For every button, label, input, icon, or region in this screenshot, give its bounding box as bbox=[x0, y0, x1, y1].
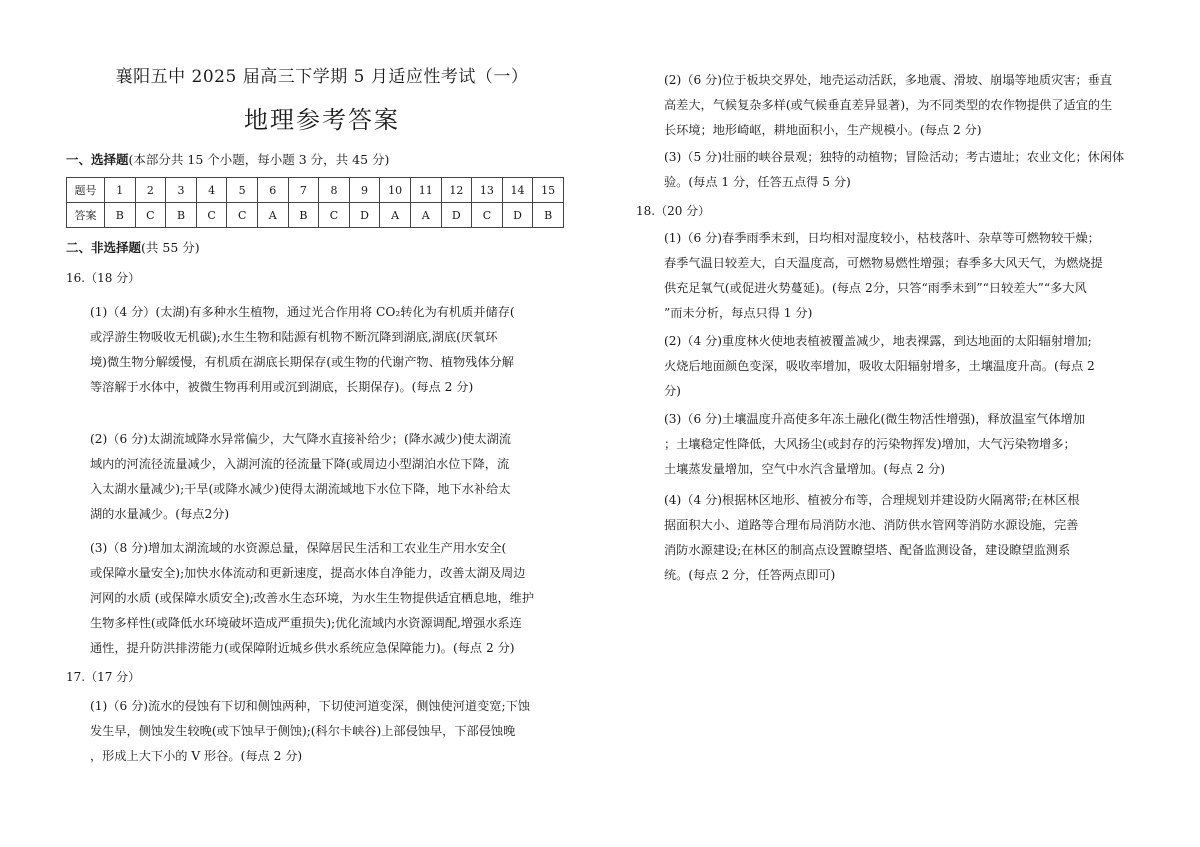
text-line: 通性，提升防洪排涝能力(或保障附近城乡供水系统应急保障能力)。(每点 2 分) bbox=[90, 641, 515, 655]
table-answer-cell: C bbox=[472, 203, 503, 228]
text-line: 验。(每点 1 分，任答五点得 5 分) bbox=[664, 175, 851, 189]
table-answer-cell: B bbox=[166, 203, 197, 228]
text-line: 火烧后地面颜色变深，吸收率增加，吸收太阳辐射增多，土壤温度升高。(每点 2 bbox=[664, 359, 1095, 373]
table-number-cell: 3 bbox=[166, 178, 197, 203]
table-number-cell: 9 bbox=[349, 178, 380, 203]
section1-note: (本部分共 15 个小题，每小题 3 分，共 45 分) bbox=[128, 152, 390, 167]
table-number-cell: 10 bbox=[380, 178, 411, 203]
table-answer-cell: A bbox=[380, 203, 411, 228]
table-number-cell: 6 bbox=[257, 178, 288, 203]
table-number-cell: 11 bbox=[410, 178, 441, 203]
table-answer-cell: C bbox=[319, 203, 350, 228]
text-line: 土壤蒸发量增加，空气中水汽含量增加。(每点 2 分) bbox=[664, 462, 945, 476]
text-line: (3)（5 分)壮丽的峡谷景观；独特的动植物；冒险活动；考古遗址；农业文化；休闲体 bbox=[664, 150, 1125, 164]
text-line: (2)（4 分)重度林火使地表植被覆盖减少，地表裸露，到达地面的太阳辐射增加; bbox=[664, 334, 1092, 348]
section2-heading: 二、非选择题 bbox=[66, 240, 142, 255]
text-line: (4)（4 分)根据林区地形、植被分布等，合理规划并建设防火隔离带;在林区根 bbox=[664, 493, 1080, 507]
text-line: 或浮游生物吸收无机碳);水生生物和陆源有机物不断沉降到湖底,湖底(厌氧环 bbox=[90, 330, 498, 344]
text-line: (3)（6 分)土壤温度升高使多年冻土融化(微生物活性增强)，释放温室气体增加 bbox=[664, 412, 1085, 426]
text-line: (1)（4 分）(太湖)有多种水生植物，通过光合作用将 CO₂转化为有机质并储存( bbox=[90, 305, 515, 319]
text-line: 入太湖水量减少);干旱(或降水减少)使得太湖流域地下水位下降，地下水补给太 bbox=[90, 482, 511, 496]
section2-note: (共 55 分) bbox=[141, 240, 200, 255]
text-line: (2)（6 分)太湖流域降水异常偏少，大气降水直接补给少；(降水减少)使太湖流 bbox=[90, 432, 511, 446]
table-label-number: 题号 bbox=[67, 178, 105, 203]
table-answer-cell: D bbox=[441, 203, 472, 228]
table-number-cell: 1 bbox=[105, 178, 136, 203]
text-line: 消防水源建设;在林区的制高点设置瞭望塔、配备监测设备，建设瞭望监测系 bbox=[664, 543, 1071, 557]
table-answer-cell: D bbox=[349, 203, 380, 228]
q16-heading: 16.（18 分） bbox=[66, 271, 141, 285]
text-line: ，形成上大下小的 V 形谷。(每点 2 分) bbox=[90, 749, 303, 763]
table-answer-cell: A bbox=[410, 203, 441, 228]
section2-heading-line bbox=[66, 238, 200, 258]
answer-table bbox=[66, 177, 564, 228]
q17-part3 bbox=[664, 145, 1124, 195]
text-line: 供充足氧气(或促进火势蔓延)。(每点 2分，只答“雨季未到”“日较差大”“多大风 bbox=[664, 281, 1087, 295]
text-line: 高差大，气候复杂多样(或气候垂直差异显著)，为不同类型的农作物提供了适宜的生 bbox=[664, 98, 1113, 112]
q17-part2 bbox=[664, 68, 1112, 143]
table-number-cell: 2 bbox=[135, 178, 166, 203]
table-number-cell: 4 bbox=[196, 178, 227, 203]
q18-part3 bbox=[664, 407, 1085, 482]
table-answer-cell: A bbox=[257, 203, 288, 228]
table-answer-cell: C bbox=[135, 203, 166, 228]
text-line: 境)微生物分解缓慢，有机质在湖底长期保存(或生物的代谢产物、植物残体分解 bbox=[90, 355, 514, 369]
table-answer-cell: C bbox=[227, 203, 258, 228]
section1-heading-line bbox=[66, 150, 389, 170]
text-line: 春季气温日较差大，白天温度高，可燃物易燃性增强；春季多大风天气，为燃烧提 bbox=[664, 256, 1103, 270]
text-line: 统。(每点 2 分，任答两点即可) bbox=[664, 568, 836, 582]
q16-part1 bbox=[90, 300, 515, 400]
q18-heading: 18.（20 分） bbox=[636, 204, 711, 218]
text-line: (1)（6 分)春季雨季未到，日均相对湿度较小，枯枝落叶、杂草等可燃物较干燥； bbox=[664, 231, 1100, 245]
document-subtitle: 地理参考答案 bbox=[244, 106, 400, 134]
section1-heading: 一、选择题 bbox=[66, 152, 129, 167]
text-line: (2)（6 分)位于板块交界处，地壳运动活跃，多地震、滑坡、崩塌等地质灾害；垂直 bbox=[664, 73, 1113, 87]
table-number-cell: 8 bbox=[319, 178, 350, 203]
text-line: 发生早，侧蚀发生较晚(或下蚀早于侧蚀);(科尔卡峡谷)上部侵蚀早，下部侵蚀晚 bbox=[90, 724, 516, 738]
text-line: ”而未分析，每点只得 1 分) bbox=[664, 306, 813, 320]
text-line: 据面积大小、道路等合理布局消防水池、消防供水管网等消防水源设施，完善 bbox=[664, 518, 1079, 532]
text-line: 生物多样性(或降低水环境破坏造成严重损失);优化流域内水资源调配,增强水系连 bbox=[90, 616, 522, 630]
text-line: 长环境；地形崎岖，耕地面积小，生产规模小。(每点 2 分) bbox=[664, 123, 982, 137]
q16-part3 bbox=[90, 536, 534, 661]
answer-table-answer-row bbox=[67, 203, 564, 228]
text-line: ；土壤稳定性降低，大风扬尘(或封存的污染物挥发)增加，大气污染物增多； bbox=[664, 437, 1076, 451]
q18-part4 bbox=[664, 488, 1080, 588]
text-line: 分) bbox=[664, 384, 681, 398]
table-number-cell: 13 bbox=[472, 178, 503, 203]
table-answer-cell: B bbox=[533, 203, 564, 228]
text-line: (3)（8 分)增加太湖流域的水资源总量，保障居民生活和工农业生产用水安全( bbox=[90, 541, 507, 555]
q17-part1 bbox=[90, 694, 530, 769]
q18-part2 bbox=[664, 329, 1095, 404]
table-answer-cell: B bbox=[105, 203, 136, 228]
table-number-cell: 5 bbox=[227, 178, 258, 203]
table-label-answer: 答案 bbox=[67, 203, 105, 228]
text-line: 湖的水量减少。(每点2分) bbox=[90, 507, 230, 521]
q18-part1 bbox=[664, 226, 1103, 326]
text-line: 或保障水量安全);加快水体流动和更新速度，提高水体自净能力，改善太湖及周边 bbox=[90, 566, 526, 580]
text-line: 域内的河流径流量减少，入湖河流的径流量下降(或周边小型湖泊水位下降，流 bbox=[90, 457, 510, 471]
exam-title: 襄阳五中 2025 届高三下学期 5 月适应性考试（一） bbox=[115, 67, 529, 87]
q17-heading: 17.（17 分） bbox=[66, 670, 141, 684]
text-line: 等溶解于水体中，被微生物再利用或沉到湖底，长期保存)。(每点 2 分) bbox=[90, 380, 474, 394]
table-number-cell: 12 bbox=[441, 178, 472, 203]
text-line: 河网的水质 (或保障水质安全);改善水生态环境，为水生生物提供适宜栖息地，维护 bbox=[90, 591, 535, 605]
table-answer-cell: B bbox=[288, 203, 319, 228]
q16-part2 bbox=[90, 427, 511, 527]
table-number-cell: 14 bbox=[502, 178, 533, 203]
table-number-cell: 15 bbox=[533, 178, 564, 203]
text-line: (1)（6 分)流水的侵蚀有下切和侧蚀两种，下切使河道变深，侧蚀使河道变宽;下蚀 bbox=[90, 699, 530, 713]
table-answer-cell: C bbox=[196, 203, 227, 228]
answer-table-number-row bbox=[67, 178, 564, 203]
table-number-cell: 7 bbox=[288, 178, 319, 203]
table-answer-cell: D bbox=[502, 203, 533, 228]
